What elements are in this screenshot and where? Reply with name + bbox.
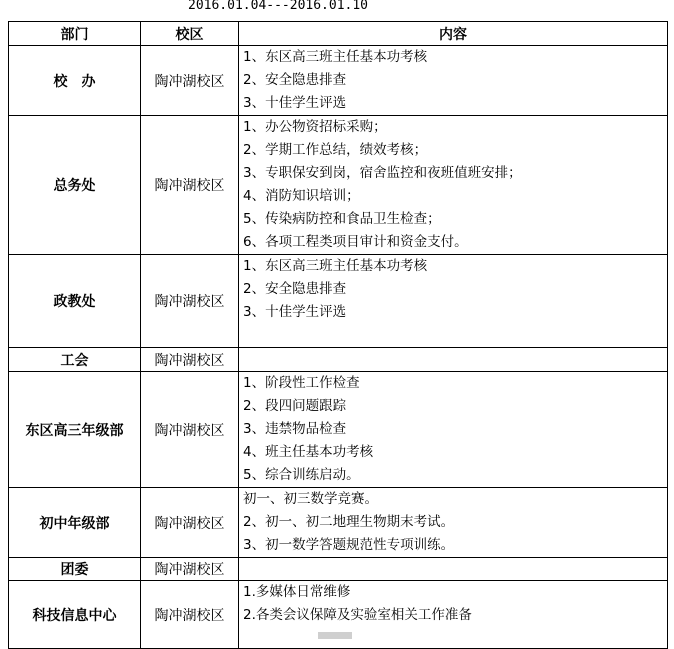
table-row xyxy=(9,46,668,116)
content-item: 2、初一、初二地理生物期末考试。 xyxy=(243,514,455,530)
content-cell xyxy=(239,581,668,649)
header-content: 内容 xyxy=(239,22,668,46)
content-cell xyxy=(239,348,668,372)
content-item: 3、专职保安到岗，宿舍监控和夜班值班安排； xyxy=(243,165,522,181)
content-item: 3、十佳学生评选 xyxy=(243,95,347,111)
schedule-table xyxy=(8,21,668,649)
content-item: 3、违禁物品检查 xyxy=(243,421,347,437)
campus-cell: 陶冲湖校区 xyxy=(141,372,239,488)
content-item: 3、十佳学生评选 xyxy=(243,304,347,320)
table-row xyxy=(9,116,668,255)
campus-cell: 陶冲湖校区 xyxy=(141,348,239,372)
campus-cell: 陶冲湖校区 xyxy=(141,116,239,255)
content-cell xyxy=(239,558,668,581)
content-item: 3、初一数学答题规范性专项训练。 xyxy=(243,537,455,553)
table-row xyxy=(9,372,668,488)
table-header-row xyxy=(9,22,668,46)
content-item: 5、传染病防控和食品卫生检查； xyxy=(243,211,441,227)
content-item: 2.各类会议保障及实验室相关工作准备 xyxy=(243,607,472,623)
content-cell xyxy=(239,46,668,116)
dept-cell: 工会 xyxy=(9,348,141,372)
table-row xyxy=(9,488,668,558)
content-item: 4、班主任基本功考核 xyxy=(243,444,374,460)
dept-cell: 东区高三年级部 xyxy=(9,372,141,488)
content-item: 4、消防知识培训； xyxy=(243,188,360,204)
campus-cell: 陶冲湖校区 xyxy=(141,46,239,116)
campus-cell: 陶冲湖校区 xyxy=(141,255,239,348)
content-item: 5、综合训练启动。 xyxy=(243,467,360,483)
date-range: 2016.01.04---2016.01.10 xyxy=(188,0,369,13)
dept-cell: 初中年级部 xyxy=(9,488,141,558)
campus-cell: 陶冲湖校区 xyxy=(141,581,239,649)
content-item: 2、安全隐患排查 xyxy=(243,72,347,88)
content-item: 6、各项工程类项目审计和资金支付。 xyxy=(243,234,468,250)
content-item: 2、段四问题跟踪 xyxy=(243,398,347,414)
header-campus: 校区 xyxy=(141,22,239,46)
content-cell xyxy=(239,255,668,348)
dept-cell: 团委 xyxy=(9,558,141,581)
content-item: 1、东区高三班主任基本功考核 xyxy=(243,49,428,65)
content-item: 初一、初三数学竞赛。 xyxy=(243,491,378,507)
table-row xyxy=(9,558,668,581)
scroll-indicator xyxy=(318,632,352,639)
header-dept: 部门 xyxy=(9,22,141,46)
campus-cell: 陶冲湖校区 xyxy=(141,558,239,581)
table-row xyxy=(9,348,668,372)
content-cell xyxy=(239,116,668,255)
content-item: 1、办公物资招标采购； xyxy=(243,119,387,135)
dept-cell: 总务处 xyxy=(9,116,141,255)
content-item: 2、学期工作总结，绩效考核； xyxy=(243,142,428,158)
campus-cell: 陶冲湖校区 xyxy=(141,488,239,558)
dept-cell: 政教处 xyxy=(9,255,141,348)
content-item: 1、阶段性工作检查 xyxy=(243,375,360,391)
dept-cell: 科技信息中心 xyxy=(9,581,141,649)
content-cell xyxy=(239,372,668,488)
content-item: 1、东区高三班主任基本功考核 xyxy=(243,258,428,274)
table-row xyxy=(9,255,668,348)
content-item: 1.多媒体日常维修 xyxy=(243,584,351,600)
content-cell xyxy=(239,488,668,558)
content-item: 2、安全隐患排查 xyxy=(243,281,347,297)
dept-cell: 校 办 xyxy=(9,46,141,116)
